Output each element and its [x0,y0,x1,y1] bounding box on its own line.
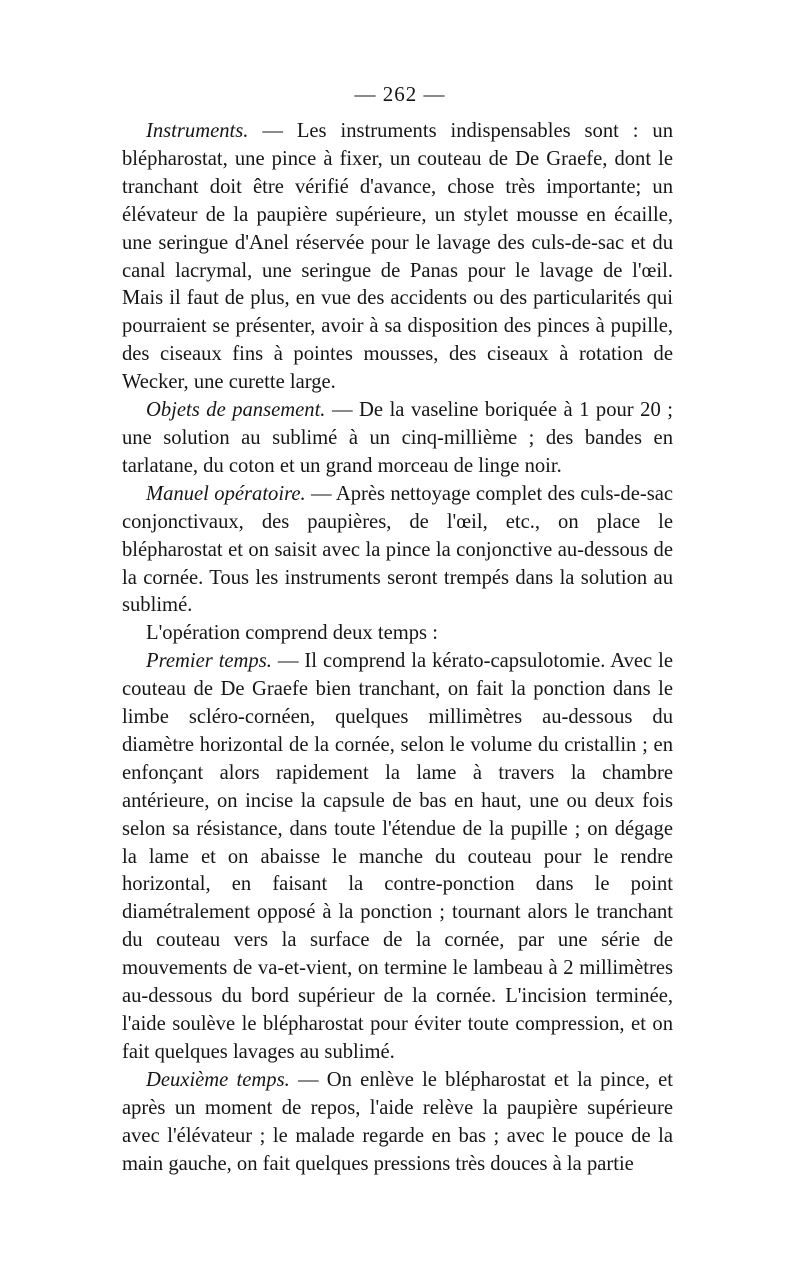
paragraph-lead: Instruments. [146,120,249,142]
paragraph-objets-de-pansement [122,397,673,481]
paragraph-lead: Premier temps. [146,650,272,673]
paragraph-text: — Après nettoyage complet des culs-de-sac conjonctivaux, des paupières, de l'œil, etc., on place le blépharostat et on saisit avec la pince la conjonctive au-dessous de la cornée. Tous les instruments seront trempés dans la solution au sublimé. [122,482,673,617]
paragraph-lead: Deuxième temps. [146,1068,290,1091]
paragraph-text: — Les instruments indispensables sont : un blépharostat, une pince à fixer, un couteau de De Graefe, dont le tranchant doit être vérifié d'avance, chose très importante; un élévateur de la paupière supérieure, un stylet mousse en écaille, une seringue d'Anel réservée pour le lavage des culs-de-sac et du canal lacrymal, une seringue de Panas pour le lavage de l'œil. Mais il faut de plus, en vue des accidents ou des particularités qui pourraient se présenter, avoir à sa disposition des pinces à pupille, des ciseaux fins à pointes mousses, des ciseaux à rotation de Wecker, une curette large. [122,120,673,394]
paragraph-text: — De la vaseline boriquée à 1 pour 20 ; une solution au sublimé à un cinq-millième ; des bandes en tarlatane, du coton et un grand morceau de linge noir. [122,399,673,477]
paragraph-text: — On enlève le blépharostat et la pince, et après un moment de repos, l'aide relève la paupière supérieure avec l'élévateur ; le malade regarde en bas ; avec le pouce de la main gauche, on fait quelques pressions très douces à la partie [122,1068,673,1175]
paragraph-text: — Il comprend la kérato-capsulotomie. Avec le couteau de De Graefe bien tranchant, on fait la ponction dans le limbe scléro-cornéen, quelques millimètres au-dessous du diamètre horizontal de la cornée, selon le volume du cristallin ; en enfonçant alors rapidement la lame à travers la chambre antérieure, on incise la capsule de bas en haut, une ou deux fois selon sa résistance, dans toute l'étendue de la pupille ; on dégage la lame et on abaisse le manche du couteau pour le rendre horizontal, en faisant la contre-ponction dans le point diamétralement opposé à la ponction ; tournant alors le tranchant du couteau vers la surface de la cornée, par une série de mouvements de va-et-vient, on termine le lambeau à 2 millimètres au-dessous du bord supérieur de la cornée. L'incision terminée, l'aide soulève le blépharostat pour éviter toute compression, et on fait quelques lavages au sublimé. [122,650,673,1063]
body-text [122,118,673,1178]
paragraph-text: L'opération comprend deux temps : [146,622,438,645]
paragraph-operation-deux-temps [122,620,673,648]
paragraph-premier-temps [122,648,673,1067]
paragraph-lead: Objets de pansement. [146,399,326,422]
paragraph-lead: Manuel opératoire. [146,482,306,505]
page-number: — 262 — [354,82,446,106]
paragraph-instruments [122,118,673,397]
paragraph-manuel-operatoire [122,481,673,621]
paragraph-deuxieme-temps [122,1067,673,1179]
